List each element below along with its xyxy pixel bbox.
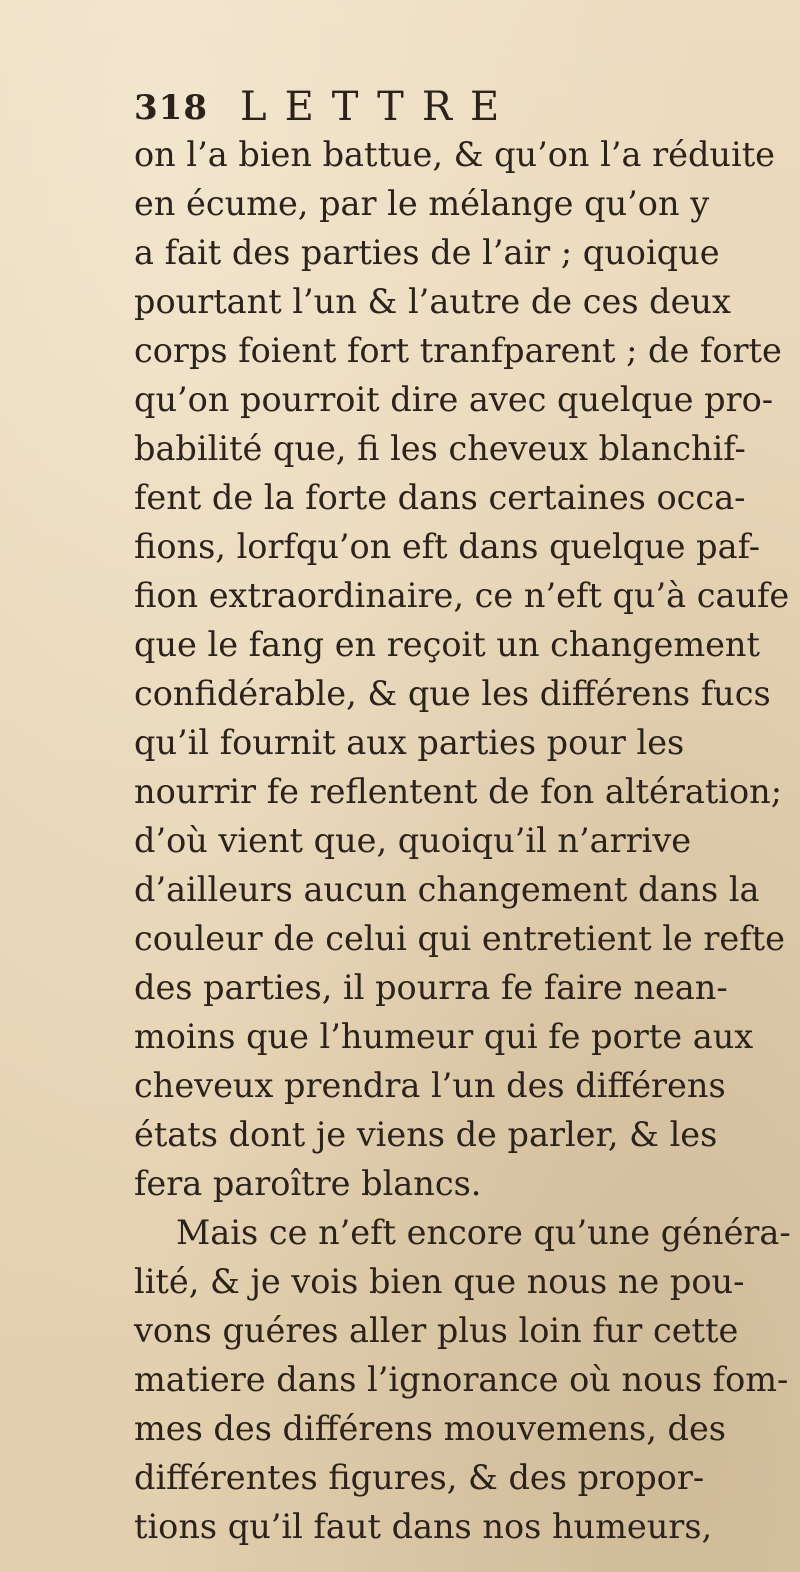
text-line: cheveux prendra l’un des différens	[134, 1066, 726, 1105]
text-line: fent de la forte dans certaines occa-	[134, 478, 746, 517]
text-line: mes des différens mouvemens, des	[134, 1409, 726, 1448]
text-line: différentes figures, & des propor-	[134, 1458, 705, 1497]
text-line: vons guéres aller plus loin fur cette	[134, 1311, 739, 1350]
text-line: fions, lorfqu’on eft dans quelque paf-	[134, 527, 761, 566]
text-line: nourrir fe reflentent de fon altération;	[134, 772, 783, 811]
page-number: 318	[134, 88, 208, 128]
text-line: a fait des parties de l’air ; quoique	[134, 233, 720, 272]
running-title: LETTRE	[240, 84, 518, 130]
text-line: confidérable, & que les différens fucs	[134, 674, 771, 713]
text-line: pourtant l’un & l’autre de ces deux	[134, 282, 731, 321]
text-line: fera paroître blancs.	[134, 1164, 482, 1203]
text-line: couleur de celui qui entretient le refte	[134, 919, 785, 958]
text-line: fion extraordinaire, ce n’eft qu’à caufe	[134, 576, 790, 615]
text-line: babilité que, fi les cheveux blanchif-	[134, 429, 746, 468]
text-line: que le fang en reçoit un changement	[134, 625, 760, 664]
body-text	[134, 130, 791, 1551]
text-line: qu’on pourroit dire avec quelque pro-	[134, 380, 774, 419]
text-line: on l’a bien battue, & qu’on l’a réduite	[134, 135, 775, 174]
paragraph-start-line: Mais ce n’eft encore qu’une généra-	[176, 1213, 791, 1252]
text-line: lité, & je vois bien que nous ne pou-	[134, 1262, 745, 1301]
text-line: d’ailleurs aucun changement dans la	[134, 870, 760, 909]
text-line: tions qu’il faut dans nos humeurs,	[134, 1507, 713, 1546]
text-line: états dont je viens de parler, & les	[134, 1115, 718, 1154]
page-header	[134, 84, 694, 134]
text-line: qu’il fournit aux parties pour les	[134, 723, 685, 762]
text-line: en écume, par le mélange qu’on y	[134, 184, 710, 223]
text-line: moins que l’humeur qui fe porte aux	[134, 1017, 754, 1056]
text-line: d’où vient que, quoiqu’il n’arrive	[134, 821, 692, 860]
text-line: matiere dans l’ignorance où nous fom-	[134, 1360, 789, 1399]
text-line: corps foient fort tranfparent ; de forte	[134, 331, 782, 370]
text-line: des parties, il pourra fe faire nean-	[134, 968, 728, 1007]
